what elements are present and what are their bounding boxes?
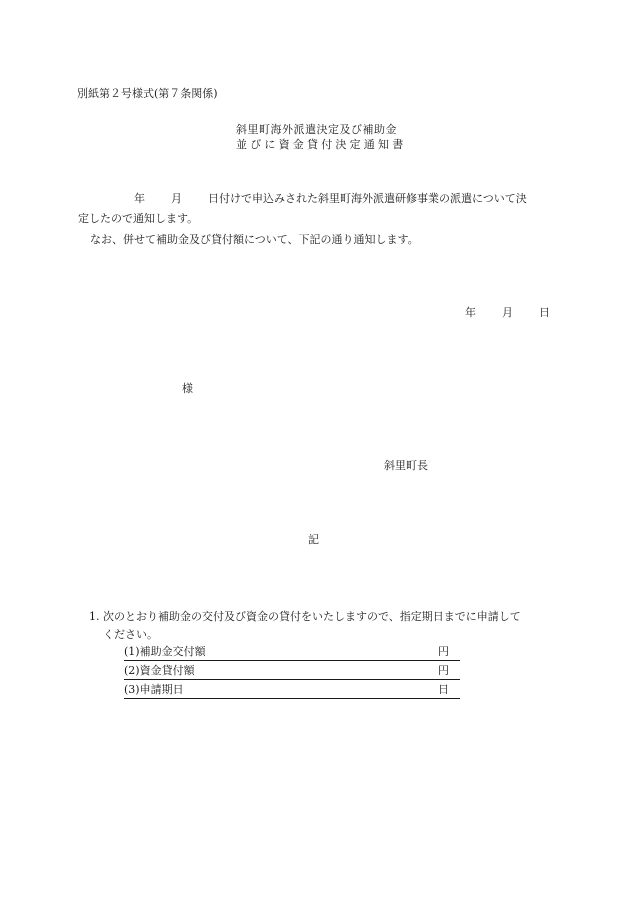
- ki-heading: 記: [308, 533, 319, 546]
- field-label: (2)資金貸付額: [124, 664, 195, 677]
- subsidy-amount-field[interactable]: [124, 646, 460, 661]
- field-unit: 円: [438, 645, 449, 658]
- body-paragraph-1: [78, 193, 527, 204]
- issue-year: 年: [465, 306, 476, 319]
- document-title-line2: 並びに資金貸付決定通知書: [236, 138, 407, 151]
- day-unit: 日: [208, 192, 219, 205]
- field-unit: 円: [438, 664, 449, 677]
- sender-name: 斜里町長: [384, 459, 428, 472]
- loan-amount-field[interactable]: [124, 665, 460, 680]
- issue-month: 月: [502, 306, 513, 319]
- item-1-intro-continued: ください。: [103, 628, 158, 641]
- field-label: (1)補助金交付額: [124, 645, 206, 658]
- issue-date: [465, 307, 550, 318]
- body-paragraph-1-continued: 定したので通知します。: [78, 212, 199, 225]
- issue-day: 日: [539, 306, 550, 319]
- document-title-line1: 斜里町海外派遣決定及び補助金: [236, 123, 397, 136]
- application-deadline-field[interactable]: [124, 684, 460, 699]
- month-unit: 月: [171, 192, 182, 205]
- item-1-intro: 1. 次のとおり補助金の交付及び資金の貸付をいたしますので、指定期日までに申請して: [89, 610, 521, 623]
- body-paragraph-2: なお、併せて補助金及び貸付額について、下記の通り通知します。: [90, 233, 419, 246]
- field-unit: 日: [438, 683, 449, 696]
- field-label: (3)申請期日: [124, 683, 184, 696]
- form-label: 別紙第２号様式(第７条関係): [77, 87, 218, 100]
- paragraph-1-text: 付けで申込みされた斜里町海外派遣研修事業の派遣について決: [219, 192, 527, 205]
- addressee-suffix: 様: [182, 382, 193, 395]
- year-unit: 年: [134, 192, 145, 205]
